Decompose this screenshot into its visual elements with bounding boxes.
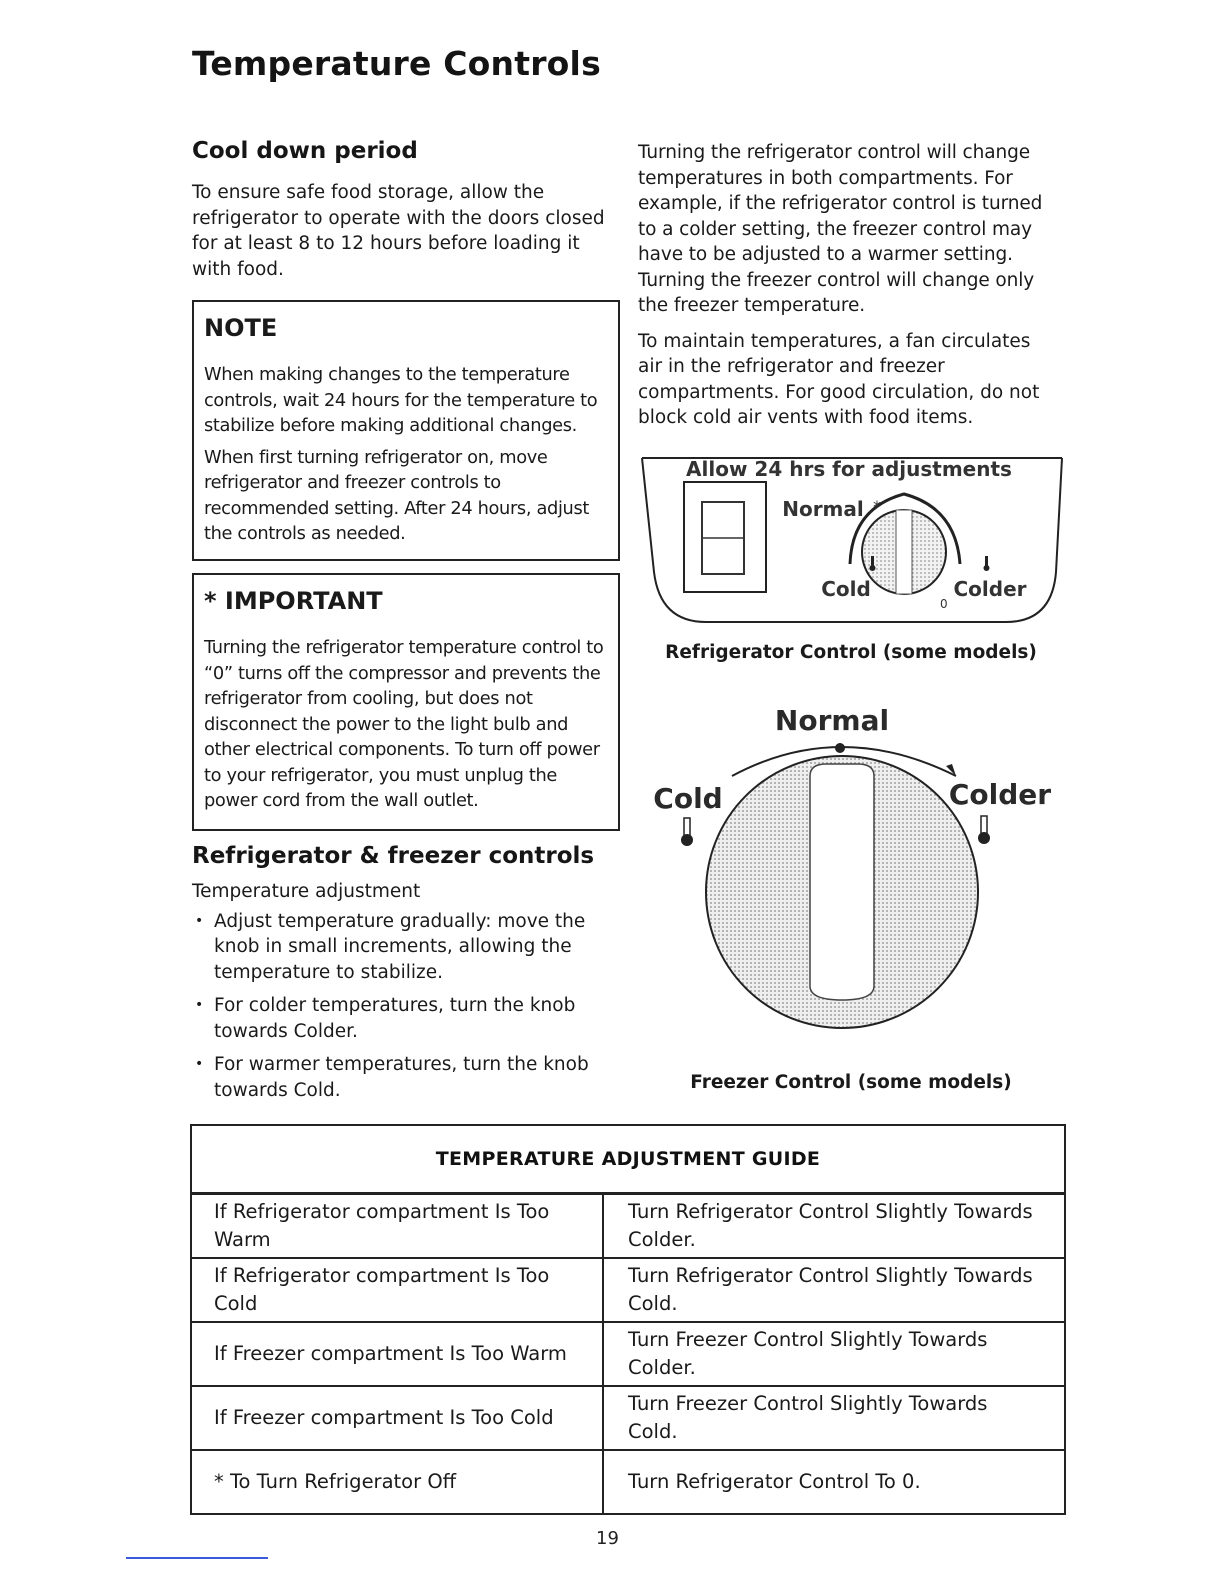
guide-action: Turn Refrigerator Control Slightly Towards Colder.	[603, 1194, 1065, 1259]
freezer-knob-grip	[810, 764, 874, 1000]
guide-condition: If Freezer compartment Is Too Cold	[191, 1386, 603, 1450]
freezer-colder-label: Colder	[948, 778, 1052, 811]
left-column	[192, 138, 620, 1111]
list-item: • For colder temperatures, turn the knob towards Colder.	[195, 995, 576, 1042]
right-paragraph-1: Turning the refrigerator control will change temperatures in both compartments. For example, if the refrigerator control is turned to a colder setting, the freezer control may have to be adjusted to a warmer setting. Turning the freezer control will change only the freezer temperature.	[638, 142, 1043, 316]
important-heading: * IMPORTANT	[204, 587, 383, 615]
freezer-colder-thermometer-icon	[978, 816, 990, 844]
temperature-adjustment-guide	[190, 1124, 1066, 1515]
guide-condition: * To Turn Refrigerator Off	[191, 1450, 603, 1514]
note-heading: NOTE	[204, 314, 278, 342]
note-box	[192, 300, 620, 561]
important-text: Turning the refrigerator temperature control to “0” turns off the compressor and prevents the refrigerator from cooling, but does not disconnect the power to the light bulb and other electrical components. To turn off power to your refrigerator, you must unplug the power cord from the wall outlet.	[204, 637, 604, 811]
adjustment-banner: Allow 24 hrs for adjustments	[686, 457, 1012, 481]
refrigerator-normal-label: Normal	[782, 497, 864, 521]
note-paragraph-2: When first turning refrigerator on, move refrigerator and freezer controls to recommended setting. After 24 hours, adjust the controls as needed.	[204, 446, 589, 544]
knob-grip	[896, 510, 912, 594]
refrigerator-cold-label: Cold	[821, 577, 871, 601]
colder-thermometer-icon	[984, 556, 990, 571]
table-row	[191, 1194, 1065, 1259]
cool-down-text: To ensure safe food storage, allow the refrigerator to operate with the doors closed for at least 8 to 12 hours before loading it with food.	[192, 182, 605, 280]
guide-action: Turn Refrigerator Control Slightly Towards Cold.	[603, 1258, 1065, 1322]
page-title: Temperature Controls	[192, 44, 601, 83]
adjustment-list	[192, 909, 602, 1104]
guide-title: TEMPERATURE ADJUSTMENT GUIDE	[191, 1125, 1065, 1194]
normal-marker-dot	[835, 743, 845, 753]
list-item: • For warmer temperatures, turn the knob towards Cold.	[195, 1054, 589, 1101]
freezer-cold-label: Cold	[653, 782, 723, 815]
refrigerator-control-diagram	[636, 452, 1066, 632]
refrigerator-colder-label: Colder	[953, 577, 1027, 601]
table-row	[191, 1322, 1065, 1386]
controls-heading: Refrigerator & freezer controls	[192, 843, 595, 869]
freezer-cold-thermometer-icon	[681, 818, 693, 846]
table-row	[191, 1450, 1065, 1514]
freezer-control-diagram	[650, 690, 1070, 1050]
guide-action: Turn Freezer Control Slightly Towards Colder.	[603, 1322, 1065, 1386]
table-row	[191, 1258, 1065, 1322]
freezer-control-caption: Freezer Control (some models)	[690, 1072, 1012, 1093]
page-number: 19	[596, 1528, 619, 1549]
freezer-normal-label: Normal	[774, 704, 890, 737]
normal-setting-mark: *	[873, 497, 881, 516]
cool-down-heading: Cool down period	[192, 138, 418, 164]
right-column	[638, 140, 1058, 431]
guide-action: Turn Freezer Control Slightly Towards Cold.	[603, 1386, 1065, 1450]
guide-action: Turn Refrigerator Control To 0.	[603, 1450, 1065, 1514]
list-item: • Adjust temperature gradually: move the knob in small increments, allowing the temperature to stabilize.	[195, 910, 586, 983]
note-paragraph-1: When making changes to the temperature controls, wait 24 hours for the temperature to stabilize before making additional changes.	[204, 364, 598, 436]
guide-condition: If Freezer compartment Is Too Warm	[191, 1322, 603, 1386]
right-paragraph-2: To maintain temperatures, a fan circulates air in the refrigerator and freezer compartments. For good circulation, do not block cold air vents with food items.	[638, 330, 1040, 428]
controls-subheading: Temperature adjustment	[192, 881, 421, 902]
table-row	[191, 1386, 1065, 1450]
refrigerator-control-caption: Refrigerator Control (some models)	[665, 642, 1037, 663]
guide-condition: If Refrigerator compartment Is Too Warm	[191, 1194, 603, 1259]
guide-condition: If Refrigerator compartment Is Too Cold	[191, 1258, 603, 1322]
important-box	[192, 573, 620, 831]
footer-divider	[126, 1557, 268, 1559]
off-setting-label: 0	[940, 597, 948, 611]
